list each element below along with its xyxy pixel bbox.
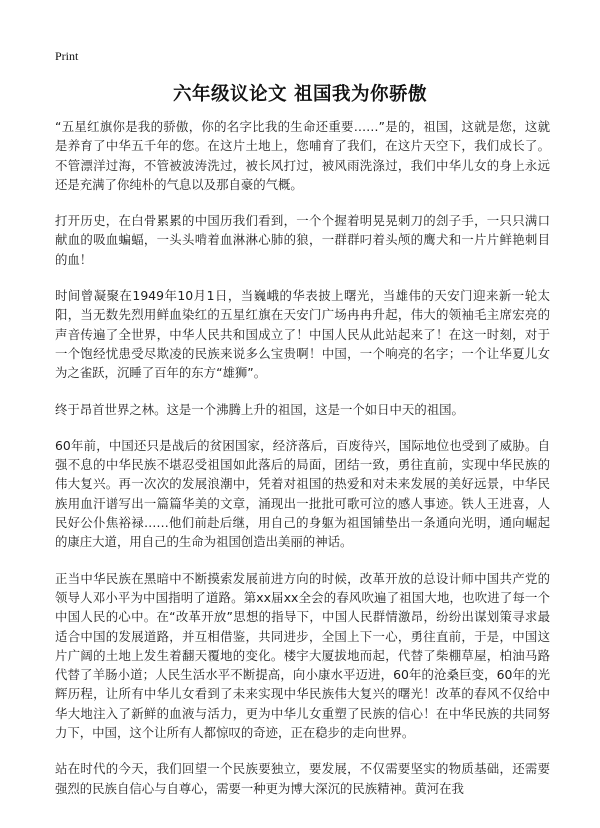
paragraph-3: 时间曾凝聚在1949年10月1日，当巍峨的华表披上曙光，当雄伟的天安门迎来新一轮太阳，当无数先烈用鲜血染红的五星红旗在天安门广场冉冉升起，伟大的领袖毛主席宏亮的声音传遍了全世界，中华人民共和国成立了！中国人民从此站起来了！在这一时刻，对于一个饱经忧患受尽欺凌的民族来说多么宝贵啊！中国，一个响亮的名字；一个让华夏儿女为之雀跃，沉睡了百年的东方“雄狮”。: [55, 288, 550, 381]
paragraph-5: 60年前，中国还只是战后的贫困国家，经济落后，百废待兴，国际地位也受到了威胁。自强不息的中华民族不堪忍受祖国如此落后的局面，团结一致，勇往直前，实现中华民族的伟大复兴。再一次次的发展浪潮中，凭着对祖国的热爱和对未来发展的美好远景，中华民族用血汗谱写出一篇篇华美的文章，涌现出一批批可歌可泣的感人事迹。铁人王进喜，人民好公仆焦裕禄……他们前赴后继，用自己的身躯为祖国铺垫出一条通向光明，通向崛起的康庄大道，用自己的生命为祖国创造出美丽的神话。: [55, 437, 550, 550]
paragraph-7: 站在时代的今天，我们回望一个民族要独立，要发展，不仅需要坚实的物质基础，还需要强烈的民族自信心与自尊心，需要一种更为博大深沉的民族精神。黄河在我: [55, 761, 550, 796]
paragraph-6: 正当中华民族在黑暗中不断摸索发展前进方向的时候，改革开放的总设计师中国共产党的领导人邓小平为中国指明了道路。第xx届xx全会的春风吹遍了祖国大地，也吹进了每一个中国人民的心中。在“改革开放”思想的指导下，中国人民群情激昂，纷纷出谋划策寻求最适合中国的发展道路，并互相借鉴，共同进步，全国上下一心，勇往直前，于是，中国这片广阔的土地上发生着翻天覆地的变化。楼宇大厦拔地而起，代替了柴棚草屋，柏油马路代替了羊肠小道；人民生活水平不断提高，向小康水平迈进，60年的沧桑巨变，60年的光辉历程，让所有中华儿女看到了未来实现中华民族伟大复兴的曙光！改革的春风不仅给中华大地注入了新鲜的血液与活力，更为中华儿女重塑了民族的信心！在中华民族的共同努力下，中国，这个让所有人都惊叹的奇迹，正在稳步的走向世界。: [55, 570, 550, 741]
paragraph-4: 终于昂首世界之林。这是一个沸腾上升的祖国，这是一个如日中天的祖国。: [55, 401, 464, 417]
print-link[interactable]: Print: [55, 49, 79, 63]
paragraph-1: “五星红旗你是我的骄傲，你的名字比我的生命还重要……”是的，祖国，这就是您，这就是养育了中华五千年的您。在这片土地上，您哺育了我们，在这片天空下，我们成长了。不管漂洋过海，不管被波涛洗过，被长风打过，被风雨洗涤过，我们中华儿女的身上永远还是充满了你纯朴的气息以及那自豪的气概。: [55, 119, 550, 192]
document-title: 六年级议论文 祖国我为你骄傲: [173, 84, 427, 105]
document-body: [55, 117, 550, 815]
paragraph-2: 打开历史，在白骨累累的中国历我们看到，一个个握着明晃晃刺刀的刽子手，一只只满口献血的吸血蝙蝠，一头头啃着血淋淋心肺的狼，一群群叼着头颅的鹰犬和一片片鲜艳刺目的血！: [55, 213, 550, 267]
